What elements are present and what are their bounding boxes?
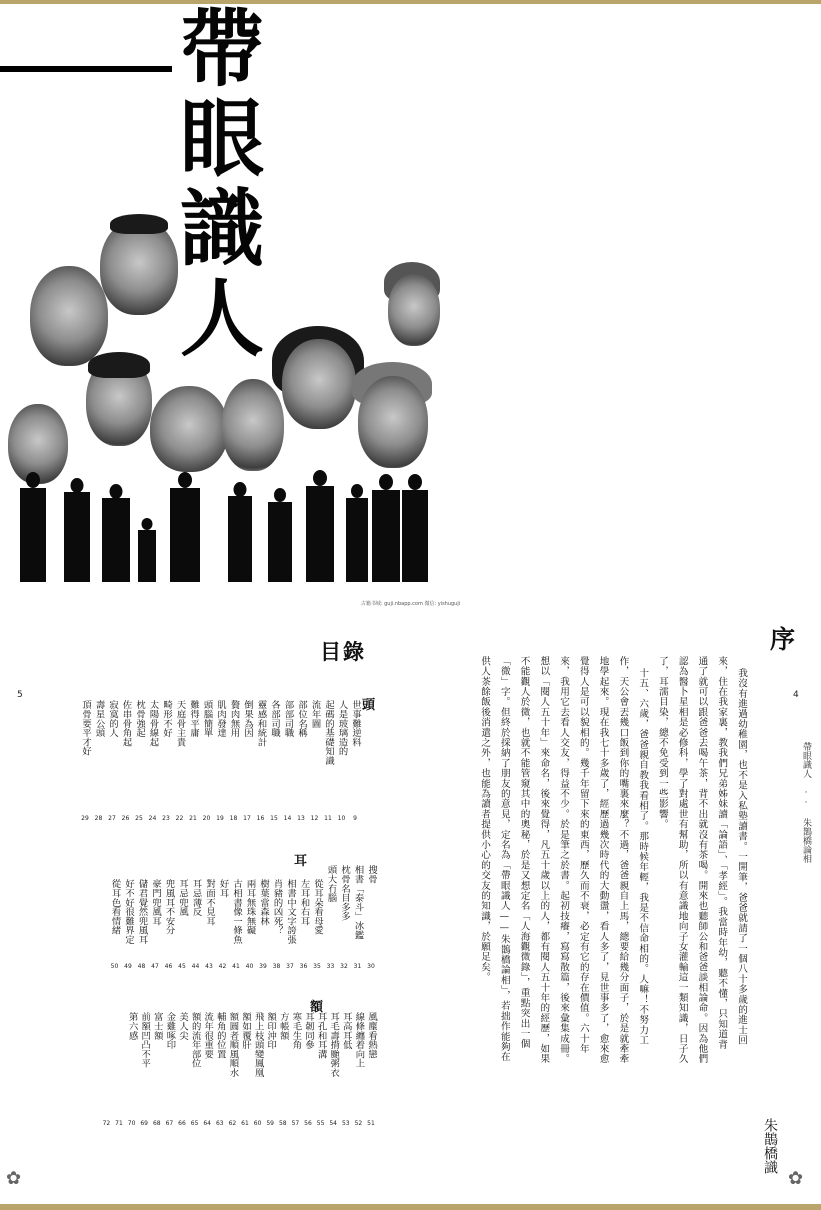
portrait-face — [30, 266, 108, 366]
toc-entry-page: 53 — [341, 1120, 350, 1127]
toc-entry-page: 10 — [337, 815, 346, 822]
toc-entry-title[interactable]: 搜骨 — [366, 865, 377, 884]
toc-entry-title[interactable]: 壽星公頭 — [93, 700, 105, 738]
cover-title-char: 識 — [179, 180, 264, 278]
toc-entry-page: 59 — [266, 1120, 274, 1127]
cover-rule-line — [0, 66, 172, 72]
toc-entry-title[interactable]: 風塵看熱戀 — [366, 1012, 377, 1059]
toc-entry-page: 16 — [256, 815, 265, 822]
toc-title: 目錄 — [320, 640, 366, 664]
toc-entry-title[interactable]: 頭腦簡單 — [201, 700, 213, 738]
toc-entry-title[interactable]: 耳高耳低 — [340, 1012, 352, 1050]
preface-column: 了，耳濡目染，總不免受到一些影響。 — [656, 656, 668, 830]
toc-entry-page: 13 — [297, 815, 305, 822]
person-silhouette — [138, 530, 156, 582]
toc-entry-page: 26 — [121, 815, 130, 822]
person-silhouette — [346, 498, 368, 582]
toc-entry-title[interactable]: 世事難逆料 — [350, 700, 361, 747]
toc-entry-title[interactable]: 飛上枝頭變鳳凰 — [252, 1012, 264, 1078]
toc-entry-page: 30 — [367, 963, 375, 970]
cover-image — [0, 4, 441, 588]
toc-entry-page: 25 — [135, 815, 143, 822]
toc-entry-title[interactable]: 人是玻璃造的 — [336, 700, 348, 756]
toc-entry-title[interactable]: 兩耳無珠無礙 — [244, 879, 256, 935]
toc-entry-title[interactable]: 佐串骨角起 — [120, 700, 132, 747]
toc-entry-title[interactable]: 耳韌同參 — [303, 1012, 314, 1050]
toc-entry-title[interactable]: 肌肉發達 — [215, 700, 226, 738]
toc-entry-title[interactable]: 寒毛生角 — [290, 1012, 302, 1050]
toc-entry-page: 45 — [178, 963, 186, 970]
person-silhouette — [170, 488, 200, 582]
preface-column: 「微」字。但終於採納了朋友的意見，定名為「帶眼識人——朱鵲橋論相」，若拙作能夠在 — [498, 656, 510, 1062]
toc-entry-title[interactable]: 難得平庸 — [188, 700, 199, 738]
preface-column: 覺得人是可以貌相的。幾千年留下來的東西，歷久而不衰，必定有它的存在價值。六十年 — [577, 656, 589, 1054]
cover-title-char: 人 — [179, 270, 264, 368]
toc-entry-page: 33 — [326, 963, 335, 970]
preface-column: 地學起來。現在我七十多歲了，經歷過幾次時代的大動盪，看人多了，見世事多了，愈來愈 — [597, 656, 609, 1064]
toc-entry-page: 70 — [127, 1120, 136, 1127]
flower-ornament-icon: ✿ — [788, 1168, 804, 1189]
toc-entry-page: 11 — [324, 815, 332, 822]
toc-entry-title[interactable]: 相書「泰斗」冰鑑 — [352, 865, 364, 940]
cover-title-char: 眼 — [179, 90, 264, 188]
toc-entry-page: 31 — [353, 963, 362, 970]
toc-entry-page: 41 — [232, 963, 240, 970]
toc-entry-title[interactable]: 相書中文字誇張 — [285, 879, 296, 945]
toc-entry-page: 39 — [259, 963, 267, 970]
person-silhouette — [306, 486, 334, 582]
bottom-border — [0, 1204, 821, 1210]
preface-column: 不能觀人於微，也就不能管窺其中的奧秘，於是又想定名「人海觀微錄」，重點突出一個 — [518, 656, 530, 1049]
toc-entry-page: 68 — [152, 1120, 161, 1127]
toc-entry-page: 28 — [94, 815, 103, 822]
author-signature: 朱鵲橋識 — [762, 1118, 778, 1174]
toc-entry-title[interactable]: 靈感和統計 — [255, 700, 267, 747]
toc-entry-page: 35 — [313, 963, 321, 970]
toc-entry-page: 58 — [278, 1120, 287, 1127]
toc-entry-page: 69 — [140, 1120, 148, 1127]
scan-source-note: 古籍书城: guji.nbapp.com 微信: yishuguji — [360, 601, 461, 607]
toc-entry-page: 46 — [164, 963, 173, 970]
toc-entry-page: 72 — [102, 1120, 111, 1127]
toc-entry-page: 48 — [137, 963, 146, 970]
preface-column: 通了就可以跟爸爸去喝午茶，背不出就沒有茶喝。開來也聽師公和爸爸談相論命。因為他們 — [696, 656, 708, 1064]
toc-entry-title[interactable]: 額圓者順風順水 — [227, 1012, 239, 1078]
toc-entry-title[interactable]: 輔角的位置 — [214, 1012, 226, 1059]
toc-entry-title[interactable]: 頭大冇腦 — [325, 865, 337, 903]
toc-entry-title[interactable]: 贅肉無用 — [228, 700, 240, 738]
toc-entry-page: 56 — [304, 1120, 312, 1127]
portrait-hair — [110, 214, 168, 234]
toc-entry-title[interactable]: 額的流年部位 — [189, 1012, 201, 1068]
toc-entry-title[interactable]: 美人尖 — [177, 1012, 188, 1040]
toc-entry-page: 62 — [228, 1120, 237, 1127]
toc-entry-page: 65 — [190, 1120, 199, 1127]
toc-entry-page: 55 — [316, 1120, 325, 1127]
person-silhouette — [228, 496, 252, 582]
toc-entry-title[interactable]: 從耳朵看母愛 — [312, 879, 323, 935]
toc-entry-page: 37 — [286, 963, 294, 970]
toc-section-label: 頭 — [362, 698, 376, 713]
preface-column: 認為醫卜星相是必修科，學了對處世有幫助，所以有意識地向子女灌輸這一類知識，日子久 — [676, 656, 688, 1064]
toc-entry-title[interactable]: 對面不見耳 — [204, 879, 215, 926]
portrait-face — [150, 386, 228, 472]
toc-entry-title[interactable]: 從耳色看情緒 — [109, 879, 121, 935]
toc-entry-page: 54 — [329, 1120, 337, 1127]
toc-entry-page: 20 — [202, 815, 211, 822]
preface-column: 想以「閱人五十年」來命名，後來覺得，凡五十歲以上的人，都有閱人五十年的經歷，如果 — [538, 656, 550, 1064]
toc-entry-page: 22 — [175, 815, 184, 822]
toc-entry-title[interactable]: 枕骨強起 — [134, 700, 145, 738]
toc-entry-page: 51 — [367, 1120, 375, 1127]
toc-entry-title[interactable]: 金雞啄印 — [164, 1012, 176, 1050]
toc-entry-title[interactable]: 儲君覺然兜風耳 — [136, 879, 148, 945]
toc-entry-page: 64 — [203, 1120, 211, 1127]
toc-entry-title[interactable]: 兜風耳不安分 — [163, 879, 175, 935]
toc-entry-page: 49 — [124, 963, 132, 970]
toc-entry-title[interactable]: 部位名稱 — [296, 700, 307, 738]
toc-entry-title[interactable]: 好不好很難界定 — [123, 879, 134, 945]
toc-entry-title[interactable]: 各部司職 — [269, 700, 280, 738]
toc-entry-page: 23 — [162, 815, 170, 822]
toc-section-label: 額 — [310, 1000, 324, 1015]
toc-entry-page: 38 — [272, 963, 281, 970]
toc-entry-title[interactable]: 頂骨要平才好 — [80, 700, 91, 756]
toc-entry-page: 19 — [216, 815, 224, 822]
toc-entry-title[interactable]: 流年很重要 — [202, 1012, 214, 1059]
toc-entry-title[interactable]: 前額凹凸不平 — [139, 1012, 151, 1068]
toc-entry-page: 60 — [253, 1120, 262, 1127]
toc-entry-page: 21 — [189, 815, 197, 822]
portrait-face — [388, 274, 440, 346]
toc-entry-title[interactable]: 太陽骨線起 — [147, 700, 159, 747]
preface-column: 作，天公會丟幾口飯到你的嘴裏來麼？不過，爸爸親自上馬，總要給幾分面子，於是就牽牽 — [617, 656, 629, 1064]
preface-column: 十五、六歲，爸爸親自教我看相了。那時候年輕，我是不信命相的。人嘛！不努力工 — [637, 668, 649, 1046]
toc-entry-title[interactable]: 富士額 — [151, 1012, 163, 1040]
toc-entry-page: 17 — [243, 815, 251, 822]
right-page-number: 4 — [793, 690, 799, 700]
toc-entry-page: 52 — [354, 1120, 363, 1127]
silhouette-group — [10, 472, 430, 582]
toc-entry-page: 36 — [299, 963, 308, 970]
toc-entry-page: 40 — [245, 963, 254, 970]
toc-entry-title[interactable]: 豪門兜風耳 — [150, 879, 161, 926]
toc-entry-title[interactable]: 寂寞的人 — [107, 700, 118, 738]
toc-entry-page: 24 — [148, 815, 157, 822]
toc-entry-page: 29 — [81, 815, 89, 822]
toc-entry-page: 71 — [115, 1120, 123, 1127]
preface-column: 來，住在我家裏，教我們兄弟姊妹讀「論語」、「孝經」。我當時年幼，聽不懂，只知道背 — [716, 656, 728, 1050]
toc-entry-title[interactable]: 線條纏着向上 — [353, 1012, 365, 1068]
portrait-face — [358, 376, 428, 468]
preface-column: 供人茶餘飯後消遣之外，也能為讀者提供小心的交友的知識，於願足矣。 — [479, 656, 490, 983]
toc-entry-title[interactable]: 古相書像一條魚 — [231, 879, 242, 945]
toc-entry-title[interactable]: 倒果為因 — [242, 700, 253, 738]
toc-entry-page: 43 — [205, 963, 213, 970]
preface-column: 我沒有進過幼稚園，也不是入私塾讀書。一開筆，爸爸就請了一個八十多歲的進士回 — [736, 668, 747, 1046]
toc-entry-title[interactable]: 流年圖 — [309, 700, 321, 728]
toc-entry-title[interactable]: 左耳和右耳 — [298, 879, 310, 926]
toc-entry-page: 67 — [165, 1120, 174, 1127]
toc-entry-title[interactable]: 起碼的基礎知識 — [323, 700, 334, 766]
toc-entry-page: 12 — [310, 815, 319, 822]
toc-entry-page: 15 — [270, 815, 278, 822]
toc-entry-title[interactable]: 肖豬的凶死？ — [271, 879, 283, 935]
toc-entry-title[interactable]: 樹葉當森林 — [258, 879, 269, 926]
toc-entry-title[interactable]: 第六感 — [126, 1012, 138, 1040]
toc-entry-page: 63 — [215, 1120, 224, 1127]
toc-entry-page: 50 — [110, 963, 119, 970]
toc-entry-title[interactable]: 額印沖印 — [265, 1012, 277, 1050]
toc-entry-page: 32 — [340, 963, 348, 970]
toc-entry-title[interactable]: 方帳額 — [277, 1012, 289, 1040]
running-header: 帶眼識人 ·· 朱鵲橋論相 — [801, 742, 811, 863]
person-silhouette — [64, 492, 90, 582]
toc-entry-title[interactable]: 耳毛壽揹颱粥衣 — [328, 1012, 340, 1078]
toc-entry-title[interactable]: 枕骨名目多多 — [339, 865, 350, 921]
toc-section-label: 耳 — [294, 854, 308, 869]
preface-column: 來，我用它去看人交友，得益不少。於是筆之於書。起初技癢，寫寫散篇，後來彙集成冊。 — [558, 656, 570, 1064]
toc-entry-title[interactable]: 耳孔和耳溝 — [315, 1012, 327, 1059]
toc-entry-title[interactable]: 天庭骨主貴 — [174, 700, 186, 747]
toc-entry-title[interactable]: 耳忌兜風 — [177, 879, 188, 917]
toc-entry-page: 9 — [353, 815, 357, 822]
toc-entry-title[interactable]: 部部司職 — [282, 700, 294, 738]
person-silhouette — [20, 488, 46, 582]
portrait-hair — [88, 352, 150, 378]
flower-ornament-icon: ✿ — [6, 1168, 22, 1189]
person-silhouette — [102, 498, 130, 582]
toc-entry-title[interactable]: 好耳 — [217, 879, 229, 898]
left-page-number: 5 — [17, 690, 23, 700]
cover-title-char: 帶 — [179, 4, 264, 98]
portrait-face — [222, 379, 284, 471]
person-silhouette — [372, 490, 400, 582]
cover-title — [172, 4, 272, 368]
toc-entry-title[interactable]: 耳忌薄反 — [190, 879, 202, 917]
toc-entry-page: 44 — [191, 963, 200, 970]
toc-entry-page: 57 — [291, 1120, 300, 1127]
toc-entry-page: 14 — [283, 815, 292, 822]
toc-entry-page: 66 — [178, 1120, 186, 1127]
toc-entry-page: 18 — [229, 815, 238, 822]
toc-entry-page: 47 — [151, 963, 159, 970]
portrait-face — [282, 339, 356, 429]
person-silhouette — [402, 490, 428, 582]
toc-entry-title[interactable]: 畸形不好 — [161, 700, 172, 738]
toc-entry-title[interactable]: 額如覆肝 — [240, 1012, 251, 1050]
toc-entry-page: 27 — [108, 815, 116, 822]
toc-entry-page: 42 — [218, 963, 227, 970]
preface-title: 序 — [770, 625, 796, 654]
toc-entry-page: 61 — [241, 1120, 249, 1127]
person-silhouette — [268, 502, 292, 582]
